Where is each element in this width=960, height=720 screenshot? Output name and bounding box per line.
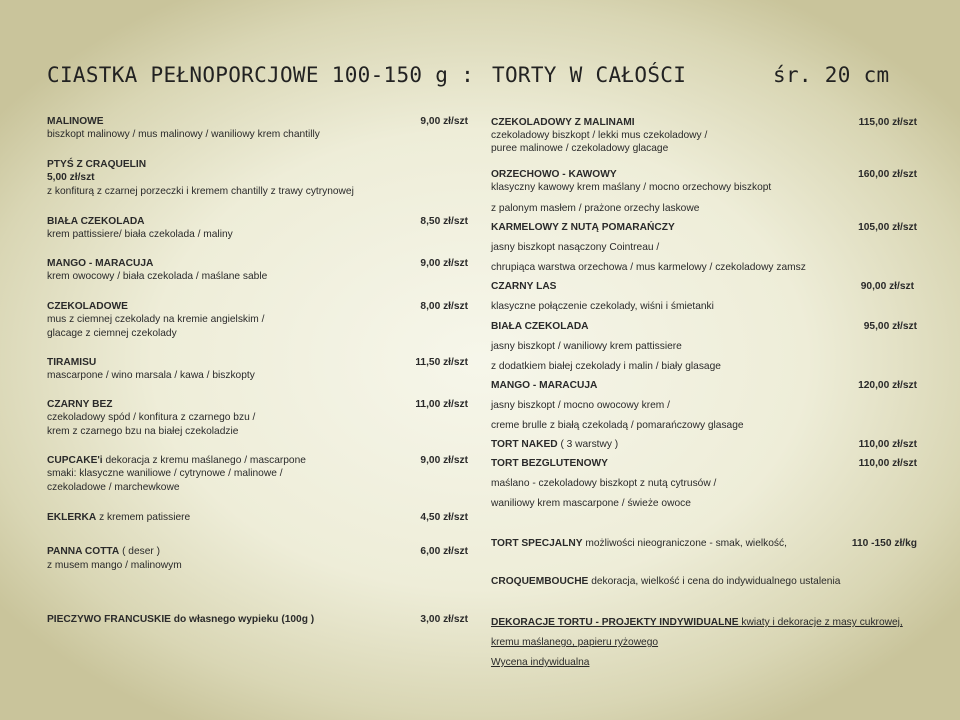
item-price: 6,00 zł/szt xyxy=(420,546,468,557)
item-title-line xyxy=(491,537,787,550)
item-note: możliwości nieograniczone - smak, wielkość, xyxy=(582,538,787,549)
item-name: CZARNY LAS xyxy=(491,281,557,292)
item-description: waniliowy krem mascarpone / świeże owoce xyxy=(491,498,691,509)
item-price: 110,00 zł/szt xyxy=(858,439,917,450)
item-note: ( deser ) xyxy=(119,546,161,557)
item-description: glacage z ciemnej czekolady xyxy=(47,328,177,339)
item-name: CROQUEMBOUCHE xyxy=(491,576,589,587)
item-description: kremu maślanego, papieru ryżowego xyxy=(491,637,659,648)
item-description: jasny biszkopt nasączony Cointreau / xyxy=(491,242,660,253)
item-description: czekoladowy biszkopt / lekki mus czekoladowy / xyxy=(491,130,708,141)
item-description: krem owocowy / biała czekolada / maślane sable xyxy=(47,271,268,282)
item-price: 115,00 zł/szt xyxy=(858,117,917,128)
item-note: dekoracja z kremu maślanego / mascarpone xyxy=(102,455,306,466)
item-price: 9,00 zł/szt xyxy=(420,455,468,466)
item-note: kwiaty i dekoracje z masy cukrowej, xyxy=(738,617,903,628)
item-description: czekoladowy spód / konfitura z czarnego bzu / xyxy=(47,412,256,423)
item-name: MANGO - MARACUJA xyxy=(491,380,598,391)
item-price: 3,00 zł/szt xyxy=(420,614,468,625)
item-price: 11,50 zł/szt xyxy=(415,357,468,368)
item-name: ORZECHOWO - KAWOWY xyxy=(491,169,617,180)
item-price: 11,00 zł/szt xyxy=(415,399,468,410)
item-name: TIRAMISU xyxy=(47,357,97,368)
item-name: TORT BEZGLUTENOWY xyxy=(491,458,608,469)
item-name: PANNA COTTA xyxy=(47,546,120,557)
item-name: CZEKOLADOWY Z MALINAMI xyxy=(491,117,635,128)
item-price: 120,00 zł/szt xyxy=(858,380,917,391)
item-note: z kremem patissiere xyxy=(96,512,191,523)
item-name: CZARNY BEZ xyxy=(47,399,113,410)
item-description: krem z czarnego bzu na białej czekoladzie xyxy=(47,426,239,437)
cake-size-heading: śr. 20 cm xyxy=(773,63,890,87)
item-description: klasyczne połączenie czekolady, wiśni i śmietanki xyxy=(491,301,714,312)
item-description: creme brulle z białą czekoladą / pomarańczowy glasage xyxy=(491,420,744,431)
item-name: PTYŚ Z CRAQUELIN xyxy=(47,159,147,170)
item-price: 9,00 zł/szt xyxy=(420,258,468,269)
item-price: 105,00 zł/szt xyxy=(858,222,917,233)
item-price: 110 -150 zł/kg xyxy=(851,538,917,549)
item-name: EKLERKA xyxy=(47,512,97,523)
item-price: 110,00 zł/szt xyxy=(858,458,917,469)
item-description: z dodatkiem białej czekolady i malin / biały glasage xyxy=(491,361,721,372)
item-name: MALINOWE xyxy=(47,116,104,127)
item-title-line xyxy=(491,575,840,588)
left-section-heading: CIASTKA PEŁNOPORCJOWE 100-150 g : xyxy=(47,63,475,87)
item-price: 9,00 zł/szt xyxy=(420,116,468,127)
item-name: CZEKOLADOWE xyxy=(47,301,128,312)
item-description: krem pattissiere/ biała czekolada / maliny xyxy=(47,229,233,240)
item-name: TORT SPECJALNY xyxy=(491,538,583,549)
item-note: ( 3 warstwy ) xyxy=(557,439,619,450)
item-note: dekoracja, wielkość i cena do indywidualnego ustalenia xyxy=(588,576,841,587)
item-name: CUPCAKE'i xyxy=(47,455,103,466)
item-description: mus z ciemnej czekolady na kremie angielskim / xyxy=(47,314,265,325)
item-name: MANGO - MARACUJA xyxy=(47,258,154,269)
item-name: BIAŁA CZEKOLADA xyxy=(491,321,589,332)
item-description: czekoladowe / marchewkowe xyxy=(47,482,180,493)
item-name: PIECZYWO FRANCUSKIE do własnego wypieku (100g ) xyxy=(47,614,315,625)
item-title-line xyxy=(47,545,160,558)
item-price: 90,00 zł/szt xyxy=(860,281,914,292)
right-section-heading: TORTY W CAŁOŚCI xyxy=(492,63,687,87)
item-title-line xyxy=(47,511,190,524)
item-description: z musem mango / malinowym xyxy=(47,560,182,571)
item-price: 8,00 zł/szt xyxy=(420,301,468,312)
item-name: KARMELOWY Z NUTĄ POMARAŃCZY xyxy=(491,222,675,233)
item-title-line xyxy=(491,438,618,451)
item-description: smaki: klasyczne waniliowe / cytrynowe / malinowe / xyxy=(47,468,283,479)
item-title-line xyxy=(47,454,306,467)
item-description: Wycena indywidualna xyxy=(491,657,590,668)
item-description: puree malinowe / czekoladowy glacage xyxy=(491,143,669,154)
item-price: 160,00 zł/szt xyxy=(858,169,917,180)
item-name: BIAŁA CZEKOLADA xyxy=(47,216,145,227)
item-description: jasny biszkopt / mocno owocowy krem / xyxy=(491,400,670,411)
item-description: jasny biszkopt / waniliowy krem pattissiere xyxy=(491,341,682,352)
item-name: DEKORACJE TORTU - PROJEKTY INDYWIDUALNE xyxy=(491,617,739,628)
item-price: 4,50 zł/szt xyxy=(420,512,468,523)
item-description: klasyczny kawowy krem maślany / mocno orzechowy biszkopt xyxy=(491,182,772,193)
item-price: 5,00 zł/szt xyxy=(47,172,95,183)
item-price: 95,00 zł/szt xyxy=(863,321,917,332)
item-description: z konfiturą z czarnej porzeczki i kremem chantilly z trawy cytrynowej xyxy=(47,186,354,197)
item-description: z palonym masłem / prażone orzechy laskowe xyxy=(491,203,700,214)
item-title-line xyxy=(491,616,903,629)
item-name: TORT NAKED xyxy=(491,439,558,450)
item-description: biszkopt malinowy / mus malinowy / waniliowy krem chantilly xyxy=(47,129,320,140)
item-description: chrupiąca warstwa orzechowa / mus karmelowy / czekoladowy zamsz xyxy=(491,262,806,273)
item-description: maślano - czekoladowy biszkopt z nutą cytrusów / xyxy=(491,478,717,489)
item-description: mascarpone / wino marsala / kawa / biszkopty xyxy=(47,370,255,381)
item-price: 8,50 zł/szt xyxy=(420,216,468,227)
